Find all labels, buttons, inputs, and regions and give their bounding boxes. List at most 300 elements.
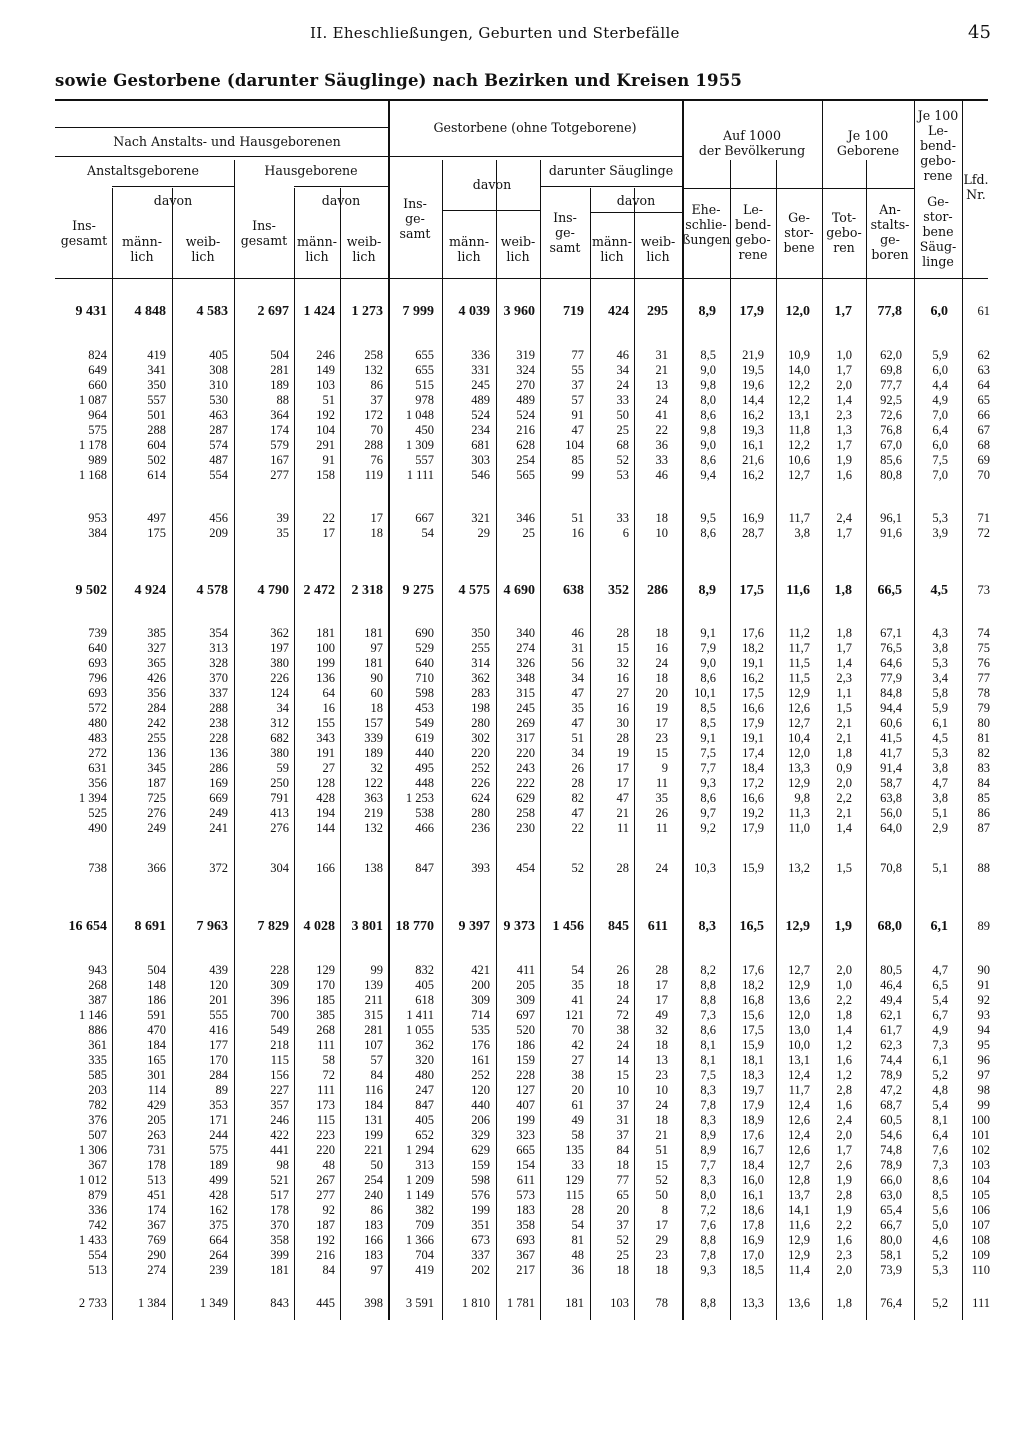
table-cell: 9,7 [700, 806, 716, 820]
table-cell: 1 781 [506, 1296, 535, 1310]
table-cell: 9,1 [700, 731, 716, 745]
table-cell: 2,0 [836, 963, 852, 977]
table-cell: 24 [616, 993, 629, 1007]
table-cell: 1 111 [406, 468, 434, 482]
table-cell: 23 [655, 731, 668, 745]
header-davon: davon [153, 193, 193, 208]
table-cell: 70,8 [880, 861, 902, 875]
table-cell: 84 [370, 1068, 383, 1082]
table-cell: 243 [516, 761, 535, 775]
table-cell: 249 [209, 806, 228, 820]
table-cell: 9,8 [794, 791, 810, 805]
table-cell: 64,6 [880, 656, 902, 670]
table-cell: 7,7 [700, 761, 716, 775]
table-cell: 1 168 [78, 468, 107, 482]
table-cell: 47 [571, 423, 584, 437]
table-cell: 742 [88, 1218, 107, 1232]
table-cell: 351 [471, 1218, 490, 1232]
table-cell: 1 411 [406, 1008, 434, 1022]
table-cell: 138 [364, 861, 383, 875]
table-cell: 1,4 [836, 1023, 852, 1037]
table-cell: 714 [471, 1008, 490, 1022]
table-cell: 280 [471, 806, 490, 820]
table-cell: 18,2 [742, 978, 764, 992]
header-infants: darunter Säuglinge [548, 163, 674, 178]
table-cell: 504 [270, 348, 289, 362]
header-per-1000: Auf 1000 der Bevölkerung [698, 128, 806, 158]
table-cell: 264 [209, 1248, 228, 1262]
table-cell: 557 [147, 393, 166, 407]
table-cell: 12,2 [788, 393, 810, 407]
table-cell: 166 [316, 861, 335, 875]
table-cell: 9,8 [700, 378, 716, 392]
table-cell: 336 [88, 1203, 107, 1217]
table-cell: 11,3 [788, 806, 810, 820]
table-cell: 598 [471, 1173, 490, 1187]
table-cell: 89 [977, 919, 990, 933]
table-cell: 618 [415, 993, 434, 1007]
table-cell: 323 [516, 1128, 535, 1142]
table-cell: 345 [147, 761, 166, 775]
table-cell: 116 [364, 1083, 383, 1097]
table-cell: 2,0 [836, 776, 852, 790]
table-cell: 2 318 [351, 583, 383, 598]
table-cell: 669 [209, 791, 228, 805]
table-cell: 91,4 [880, 761, 902, 775]
table-cell: 242 [147, 716, 166, 730]
table-cell: 356 [147, 686, 166, 700]
table-cell: 136 [316, 671, 335, 685]
table-cell: 524 [516, 408, 535, 422]
table-cell: 184 [147, 1038, 166, 1052]
table-cell: 2,3 [836, 408, 852, 422]
table-cell: 843 [270, 1296, 289, 1310]
table-cell: 422 [270, 1128, 289, 1142]
table-cell: 339 [364, 731, 383, 745]
table-cell: 8,8 [700, 1233, 716, 1247]
table-cell: 74 [977, 626, 990, 640]
table-cell: 10 [655, 1083, 668, 1097]
table-cell: 1,9 [836, 1203, 852, 1217]
header-anstaltsgeborene: Anstaltsgeborene [87, 163, 199, 178]
haus-davon-rule [294, 186, 388, 187]
table-cell: 82 [977, 746, 990, 760]
table-cell: 268 [316, 1023, 335, 1037]
table-cell: 1,7 [836, 438, 852, 452]
table-cell: 89 [215, 1083, 228, 1097]
table-cell: 39 [276, 511, 289, 525]
table-cell: 68,0 [877, 919, 902, 934]
table-cell: 165 [147, 1053, 166, 1067]
table-cell: 247 [415, 1083, 434, 1097]
table-cell: 58 [322, 1053, 335, 1067]
table-cell: 223 [316, 1128, 335, 1142]
table-cell: 7,5 [700, 1068, 716, 1082]
table-cell: 12,9 [788, 978, 810, 992]
header-anstaltsgeboren: An- stalts- ge- boren [870, 202, 910, 262]
table-cell: 21 [655, 1128, 668, 1142]
table-cell: 252 [471, 761, 490, 775]
table-cell: 12,4 [788, 1128, 810, 1142]
table-cell: 28 [616, 626, 629, 640]
table-cell: 667 [415, 511, 434, 525]
table-cell: 51 [571, 511, 584, 525]
table-cell: 18,4 [742, 761, 764, 775]
table-cell: 6,0 [932, 438, 948, 452]
table-cell: 12,0 [788, 746, 810, 760]
table-cell: 105 [971, 1188, 990, 1202]
table-cell: 1,7 [834, 304, 852, 319]
table-cell: 218 [270, 1038, 289, 1052]
table-cell: 24 [655, 393, 668, 407]
table-cell: 220 [516, 746, 535, 760]
table-cell: 700 [270, 1008, 289, 1022]
table-cell: 398 [364, 1296, 383, 1310]
table-cell: 314 [471, 656, 490, 670]
table-cell: 693 [516, 1233, 535, 1247]
table-cell: 943 [88, 963, 107, 977]
table-cell: 129 [565, 1173, 584, 1187]
table-cell: 1 394 [78, 791, 107, 805]
table-cell: 88 [276, 393, 289, 407]
header-deaths-insgesamt: Ins- ge- samt [399, 196, 431, 241]
table-cell: 98 [276, 1158, 289, 1172]
table-cell: 115 [270, 1053, 289, 1067]
table-cell: 35 [655, 791, 668, 805]
table-cell: 12,9 [788, 1233, 810, 1247]
table-cell: 324 [516, 363, 535, 377]
table-cell: 199 [364, 1128, 383, 1142]
table-cell: 121 [565, 1008, 584, 1022]
table-cell: 7 963 [196, 919, 228, 934]
table-cell: 2,0 [836, 378, 852, 392]
table-cell: 66,0 [880, 1173, 902, 1187]
table-cell: 2,3 [836, 1248, 852, 1262]
table-cell: 274 [516, 641, 535, 655]
table-cell: 109 [971, 1248, 990, 1262]
header-davon: davon [616, 193, 656, 208]
table-cell: 111 [317, 1083, 335, 1097]
table-cell: 68,7 [880, 1098, 902, 1112]
table-title: sowie Gestorbene (darunter Säuglinge) nach Bezirken und Kreisen 1955 [55, 71, 743, 90]
table-cell: 58,1 [880, 1248, 902, 1262]
table-cell: 6,5 [932, 978, 948, 992]
table-cell: 405 [209, 348, 228, 362]
table-cell: 791 [270, 791, 289, 805]
table-cell: 24 [655, 1098, 668, 1112]
table-cell: 1 433 [78, 1233, 107, 1247]
table-cell: 363 [364, 791, 383, 805]
table-cell: 5,2 [932, 1296, 948, 1310]
table-cell: 370 [270, 1218, 289, 1232]
table-cell: 362 [270, 626, 289, 640]
table-cell: 181 [565, 1296, 584, 1310]
table-cell: 704 [415, 1248, 434, 1262]
header-maennlich: männ- lich [122, 234, 162, 264]
table-cell: 12,6 [788, 701, 810, 715]
header-bottom-rule [55, 278, 988, 279]
table-cell: 20 [616, 1203, 629, 1217]
table-cell: 60 [370, 686, 383, 700]
table-cell: 591 [147, 1008, 166, 1022]
table-cell: 9,0 [700, 656, 716, 670]
table-cell: 421 [471, 963, 490, 977]
table-cell: 304 [270, 861, 289, 875]
table-cell: 254 [516, 453, 535, 467]
table-cell: 17,4 [742, 746, 764, 760]
table-cell: 157 [364, 716, 383, 730]
table-cell: 579 [270, 438, 289, 452]
table-cell: 515 [415, 378, 434, 392]
table-cell: 277 [270, 468, 289, 482]
header-weiblich: weib- lich [185, 234, 221, 264]
table-cell: 19,7 [742, 1083, 764, 1097]
table-cell: 119 [364, 468, 383, 482]
table-cell: 17,9 [739, 304, 764, 319]
table-cell: 10,6 [788, 453, 810, 467]
table-cell: 9,0 [700, 438, 716, 452]
table-cell: 26 [616, 963, 629, 977]
table-cell: 181 [364, 626, 383, 640]
table-cell: 17 [616, 761, 629, 775]
table-cell: 258 [364, 348, 383, 362]
table-cell: 1 366 [405, 1233, 434, 1247]
table-cell: 26 [571, 761, 584, 775]
table-cell: 11 [655, 776, 668, 790]
table-cell: 136 [209, 746, 228, 760]
table-cell: 85,6 [880, 453, 902, 467]
table-cell: 28 [616, 861, 629, 875]
table-cell: 281 [270, 363, 289, 377]
table-cell: 47 [571, 686, 584, 700]
table-cell: 18 [655, 1263, 668, 1277]
table-cell: 1 055 [405, 1023, 434, 1037]
table-cell: 4 039 [458, 304, 490, 319]
table-cell: 385 [147, 626, 166, 640]
table-cell: 4,7 [932, 776, 948, 790]
table-cell: 17,6 [742, 626, 764, 640]
table-cell: 7,6 [932, 1143, 948, 1157]
table-cell: 4,6 [932, 1233, 948, 1247]
table-cell: 660 [88, 378, 107, 392]
table-cell: 250 [270, 776, 289, 790]
table-cell: 245 [471, 378, 490, 392]
table-cell: 115 [316, 1113, 335, 1127]
table-cell: 16,7 [742, 1143, 764, 1157]
table-cell: 1,6 [836, 468, 852, 482]
table-cell: 739 [88, 626, 107, 640]
table-cell: 80,0 [880, 1233, 902, 1247]
table-cell: 337 [471, 1248, 490, 1262]
table-cell: 37 [616, 1098, 629, 1112]
table-cell: 25 [616, 1248, 629, 1262]
table-cell: 575 [88, 423, 107, 437]
table-cell: 12,7 [788, 468, 810, 482]
table-cell: 122 [364, 776, 383, 790]
table-cell: 1 149 [405, 1188, 434, 1202]
table-cell: 268 [88, 978, 107, 992]
table-cell: 7,6 [700, 1218, 716, 1232]
table-cell: 456 [209, 511, 228, 525]
births-sub-rule [55, 156, 388, 157]
header-per-100: Je 100 Geborene [836, 128, 900, 158]
table-cell: 274 [147, 1263, 166, 1277]
table-cell: 499 [209, 1173, 228, 1187]
table-cell: 1,6 [836, 1098, 852, 1112]
table-cell: 4 583 [196, 304, 228, 319]
table-cell: 327 [147, 641, 166, 655]
table-cell: 13,7 [788, 1188, 810, 1202]
table-cell: 490 [88, 821, 107, 835]
table-cell: 178 [147, 1158, 166, 1172]
table-cell: 17,8 [742, 1218, 764, 1232]
table-cell: 575 [209, 1143, 228, 1157]
table-cell: 549 [270, 1023, 289, 1037]
table-cell: 135 [565, 1143, 584, 1157]
table-cell: 131 [364, 1113, 383, 1127]
table-cell: 47 [571, 806, 584, 820]
table-cell: 504 [147, 963, 166, 977]
table-cell: 295 [647, 304, 668, 319]
table-cell: 47 [616, 791, 629, 805]
table-cell: 286 [209, 761, 228, 775]
table-cell: 480 [415, 1068, 434, 1082]
table-cell: 71 [977, 511, 990, 525]
header-je100-lebendgeborene: Je 100 Le- bend- gebo- rene [917, 108, 959, 183]
table-cell: 49,4 [880, 993, 902, 1007]
header-totgeboren: Tot- gebo- ren [826, 210, 862, 255]
table-cell: 66,5 [877, 583, 902, 598]
table-cell: 238 [209, 716, 228, 730]
table-cell: 17,6 [742, 963, 764, 977]
table-cell: 1 810 [461, 1296, 490, 1310]
table-cell: 335 [88, 1053, 107, 1067]
table-cell: 46 [655, 468, 668, 482]
table-cell: 9 397 [458, 919, 490, 934]
table-cell: 796 [88, 671, 107, 685]
table-cell: 155 [316, 716, 335, 730]
table-cell: 158 [316, 468, 335, 482]
table-cell: 263 [147, 1128, 166, 1142]
table-cell: 65,4 [880, 1203, 902, 1217]
table-cell: 95 [977, 1038, 990, 1052]
table-cell: 1,8 [836, 746, 852, 760]
table-cell: 19,2 [742, 806, 764, 820]
table-cell: 1,1 [836, 686, 852, 700]
table-cell: 8,6 [700, 453, 716, 467]
table-cell: 6,1 [930, 919, 948, 934]
table-cell: 1,7 [836, 363, 852, 377]
table-cell: 67 [977, 423, 990, 437]
table-cell: 440 [415, 746, 434, 760]
table-cell: 11 [655, 821, 668, 835]
table-cell: 697 [516, 1008, 535, 1022]
table-cell: 184 [364, 1098, 383, 1112]
table-cell: 92 [977, 993, 990, 1007]
table-cell: 17,2 [742, 776, 764, 790]
table-cell: 191 [316, 746, 335, 760]
table-cell: 18 770 [395, 919, 434, 934]
table-cell: 7,7 [700, 1158, 716, 1172]
table-cell: 192 [316, 408, 335, 422]
table-cell: 81 [977, 731, 990, 745]
table-cell: 14,1 [788, 1203, 810, 1217]
table-cell: 92 [322, 1203, 335, 1217]
table-cell: 8,3 [700, 1113, 716, 1127]
table-cell: 1,7 [836, 641, 852, 655]
table-cell: 8,3 [700, 1173, 716, 1187]
table-cell: 90 [370, 671, 383, 685]
table-cell: 24 [616, 1038, 629, 1052]
table-cell: 9 502 [75, 583, 107, 598]
table-cell: 5,3 [932, 746, 948, 760]
table-cell: 12,9 [788, 1248, 810, 1262]
table-cell: 326 [516, 656, 535, 670]
table-cell: 288 [364, 438, 383, 452]
table-cell: 463 [209, 408, 228, 422]
table-cell: 110 [971, 1263, 990, 1277]
table-cell: 114 [147, 1083, 166, 1097]
table-cell: 249 [147, 821, 166, 835]
table-cell: 17 [322, 526, 335, 540]
table-cell: 77 [571, 348, 584, 362]
table-cell: 139 [364, 978, 383, 992]
table-cell: 24 [616, 378, 629, 392]
table-cell: 12,7 [788, 1158, 810, 1172]
table-cell: 187 [316, 1218, 335, 1232]
table-cell: 507 [88, 1128, 107, 1142]
table-cell: 9,3 [700, 1263, 716, 1277]
table-cell: 21,6 [742, 453, 764, 467]
table-cell: 58 [571, 1128, 584, 1142]
table-cell: 11,7 [788, 1083, 810, 1097]
table-cell: 5,4 [932, 993, 948, 1007]
table-cell: 9,0 [700, 363, 716, 377]
table-cell: 11,6 [786, 583, 810, 598]
table-cell: 12,4 [788, 1098, 810, 1112]
table-cell: 74,4 [880, 1053, 902, 1067]
table-cell: 710 [415, 671, 434, 685]
table-cell: 20 [571, 1083, 584, 1097]
table-cell: 159 [516, 1053, 535, 1067]
table-cell: 54 [421, 526, 434, 540]
table-cell: 319 [516, 348, 535, 362]
table-cell: 111 [972, 1296, 990, 1310]
table-cell: 6,0 [930, 304, 948, 319]
table-cell: 357 [270, 1098, 289, 1112]
table-cell: 2,0 [836, 1128, 852, 1142]
table-cell: 1 146 [78, 1008, 107, 1022]
table-cell: 65 [977, 393, 990, 407]
table-cell: 302 [471, 731, 490, 745]
table-cell: 16,6 [742, 701, 764, 715]
table-cell: 1,7 [836, 526, 852, 540]
table-cell: 171 [209, 1113, 228, 1127]
table-cell: 52 [655, 1173, 668, 1187]
table-cell: 70 [977, 468, 990, 482]
table-cell: 1 349 [199, 1296, 228, 1310]
table-cell: 4,9 [932, 393, 948, 407]
table-cell: 6,4 [932, 423, 948, 437]
table-cell: 183 [364, 1248, 383, 1262]
table-cell: 483 [88, 731, 107, 745]
table-cell: 17,9 [742, 716, 764, 730]
table-cell: 202 [471, 1263, 490, 1277]
table-cell: 74,8 [880, 1143, 902, 1157]
table-cell: 5,2 [932, 1068, 948, 1082]
table-cell: 8,6 [932, 1173, 948, 1187]
table-cell: 199 [516, 1113, 535, 1127]
